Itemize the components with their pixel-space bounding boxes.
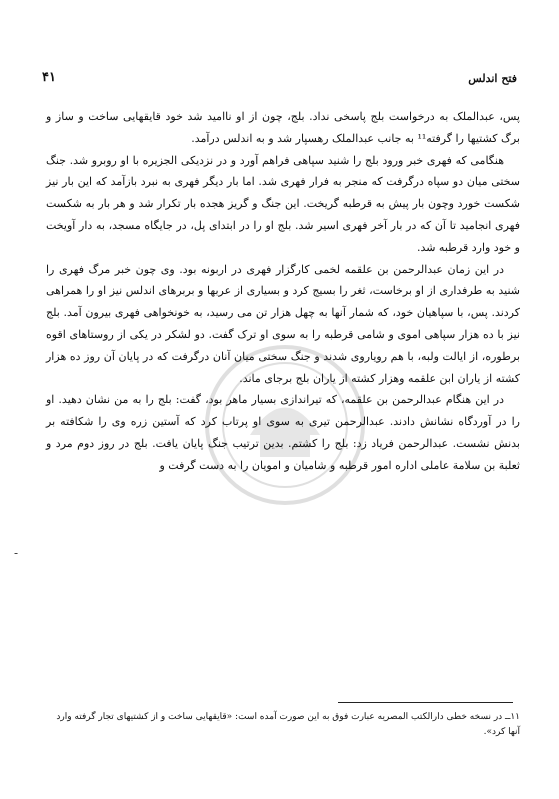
- body-text: [46, 106, 520, 477]
- paragraph-2: هنگامی که فهری خبر ورود بلج را شنید سپاهی فراهم آورد و در نزدیکی الجزیره با او روبرو شد. جنگ سختی میان دو سپاه درگرفت که منجر به فرار فهری شد. اما بار دیگر فهری به نبرد بازآمد که این بار نیز شکست خورد وچون بار پیش به قرطبه گریخت. این جنگ و گریز هجده بار تکرار شد و هر بار به شکست فهری انجامید تا آن که در بار آخر فهری اسیر شد. بلج او را در ابتدای پل، در جایگاه مسجد، به دار آویخت و خود وارد قرطبه شد.: [46, 153, 520, 254]
- paragraph-1: پس، عبدالملک به درخواست بلج پاسخی نداد. بلج، چون از او ناامید شد خود قایقهایی ساخت و ساز و برگ کشتیها را گرفته¹¹ به جانب عبدالملک رهسپار شد و به اندلس درآمد.: [46, 110, 520, 145]
- running-title: فتح اندلس: [468, 72, 517, 85]
- paragraph-3: در این زمان عبدالرحمن بن علقمه لخمی کارگزار فهری در اربونه بود. وی چون خبر مرگ فهری را شنید به طرفداری از او برخاست، ثغر را بسیج کرد و بسیاری از عربها و بربرهای اندلس نیز او را همراهی کردند. پس، با سپاهیان خود، که شمار آنها به چهل هزار تن می رسید، به خونخواهی فهری بیرون آمد. بلج نیز با ده هزار سپاهی اموی و شامی قرطبه را به سوی او ترک گفت. دو لشکر در یکی از روستاهای اقوه برطوره، از ایالت ولبه، با هم رویاروی شدند و جنگ سختی میان آنان درگرفت که در پایان آن روز ده هزار کشته از یاران ابن علقمه وهزار کشته از یاران بلج برجای ماند.: [46, 262, 520, 385]
- page-number: ۴۱: [42, 70, 56, 85]
- paragraph-4: در این هنگام عبدالرحمن بن علقمه، که تیراندازی بسیار ماهر بود، گفت: بلج را به من نشان دهید. او را در آوردگاه نشانش دادند. عبدالرحمن تیری به سوی او پرتاب کرد که آستین زره وی را شکافته بر بدنش نشست. عبدالرحمن فریاد زد: بلج را کشتم. بدین ترتیب جنگ پایان یافت. بلج در روز دوم مرد و ثعلبة بن سلامة عاملی اداره امور قرطبه و شامیان و امویان را به دست گرفت و: [46, 393, 520, 472]
- footnote: ۱۱ــ در نسخه خطی دارالکتب المصریه عبارت فوق به این صورت آمده است: «قایقهایی ساخت و از کشتیهای تجار گرفته وارد آنها کرد».: [56, 712, 520, 737]
- page-header: [38, 72, 521, 90]
- margin-mark: -: [14, 546, 19, 560]
- footnote-divider: [338, 702, 513, 703]
